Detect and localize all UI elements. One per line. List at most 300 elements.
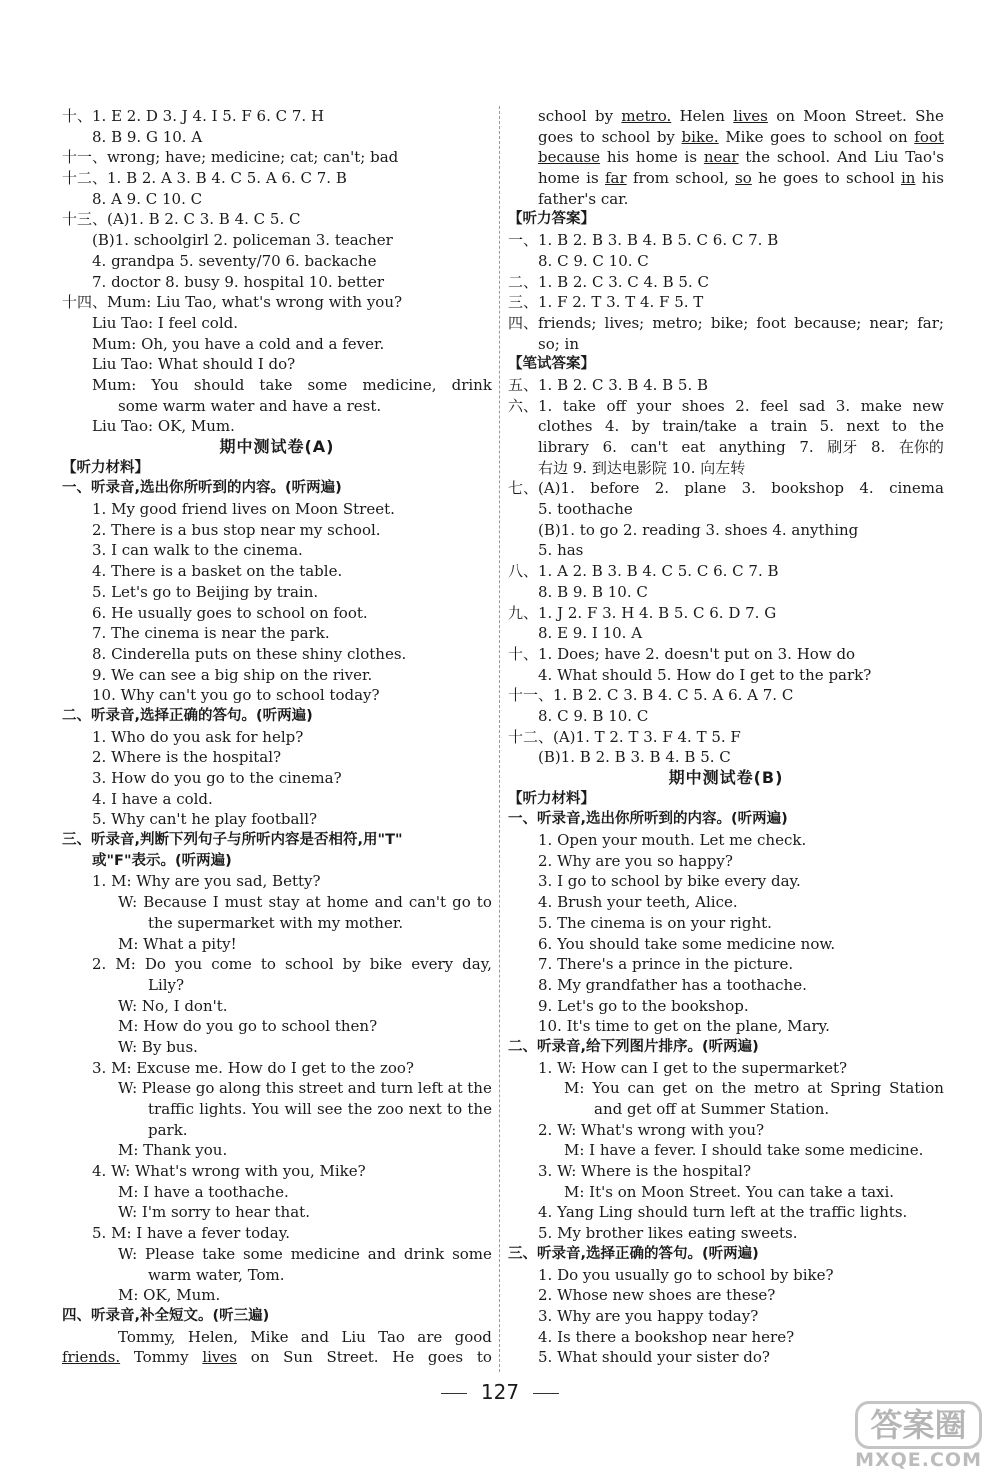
word: the — [745, 148, 770, 167]
word: near — [703, 148, 739, 167]
word: along — [218, 1079, 262, 1098]
word: make — [860, 396, 902, 415]
text-line — [62, 375, 492, 396]
section-heading: 或"F"表示。(听两遍) — [92, 852, 232, 869]
word: 4. — [604, 417, 620, 436]
word: a — [749, 417, 759, 436]
word: the — [347, 1100, 373, 1118]
text-line — [508, 313, 944, 334]
word: bike. — [681, 127, 719, 146]
word: his — [921, 169, 944, 188]
text-line: some warm water and have a rest. — [118, 396, 382, 415]
word: W: — [118, 1079, 138, 1098]
word: Do — [144, 955, 166, 974]
word: should — [193, 375, 245, 394]
word: go — [452, 893, 471, 912]
text-line — [508, 396, 944, 417]
word: school — [833, 127, 883, 146]
text-line — [508, 478, 944, 499]
word: friends. — [62, 1348, 121, 1367]
text-line: park. — [148, 1120, 188, 1139]
page-number-dash-left — [441, 1393, 467, 1394]
word: 6. — [602, 438, 617, 456]
text-line: 十二、(A)1. T 2. T 3. F 4. T 5. F — [508, 727, 741, 746]
word: Please — [145, 1244, 195, 1263]
word: You — [592, 1079, 620, 1098]
text-line — [508, 1078, 944, 1099]
text-line: 1. M: Why are you sad, Betty? — [92, 872, 321, 891]
word: foot — [914, 127, 944, 146]
word: this — [265, 1079, 294, 1098]
text-line: 右边 9. 到达电影院 10. 向左转 — [538, 458, 746, 477]
text-line: Mum: Oh, you have a cold and a fever. — [92, 334, 385, 353]
word: school — [284, 955, 334, 974]
word: lives — [733, 107, 768, 125]
word: he — [758, 169, 777, 188]
text-line — [62, 1244, 492, 1265]
text-line: 4. What should 5. How do I get to the park? — [538, 665, 872, 684]
text-line: 3. I go to school by bike every day. — [538, 872, 801, 891]
word: because; — [794, 313, 862, 332]
text-line: 5. M: I have a fever today. — [92, 1224, 290, 1243]
section-heading: 二、听录音,给下列图片排序。(听两遍) — [508, 1038, 759, 1055]
text-line: 8. My grandfather has a toothache. — [538, 975, 807, 994]
word: can't — [630, 438, 668, 456]
text-line: 2. Where is the hospital? — [92, 748, 282, 767]
word: and — [374, 893, 403, 912]
word: school — [846, 169, 895, 188]
text-line: W: I'm sorry to hear that. — [118, 1203, 310, 1222]
word: 七、(A)1. — [508, 479, 575, 498]
word: can — [627, 1079, 655, 1098]
word: medicine, — [362, 375, 437, 394]
text-line: 1. Open your mouth. Let me check. — [538, 831, 807, 850]
word: 四、friends; — [508, 313, 597, 332]
page-number-text: 127 — [480, 1380, 520, 1404]
watermark-url: MXQE.COM — [855, 1449, 982, 1471]
text-line: 4. Brush your teeth, Alice. — [538, 893, 738, 912]
word: 4. — [859, 479, 874, 498]
left-column — [62, 106, 492, 1368]
text-line: 8. B 9. G 10. A — [92, 127, 203, 146]
text-line: Liu Tao: What should I do? — [92, 355, 296, 374]
word: You — [251, 1100, 280, 1118]
word: on — [694, 1079, 714, 1098]
text-line — [62, 1327, 492, 1348]
text-line: and get off at Summer Station. — [594, 1100, 830, 1118]
word: on — [888, 127, 908, 146]
word: to — [476, 1348, 492, 1367]
text-line: 十一、1. B 2. C 3. B 4. C 5. A 6. A 7. C — [508, 686, 794, 705]
word: come — [211, 955, 252, 974]
text-line: 五、1. B 2. C 3. B 4. B 5. B — [508, 375, 709, 394]
word: plane — [684, 479, 727, 498]
word: on — [250, 1348, 270, 1367]
text-line: the supermarket with my mother. — [148, 913, 404, 932]
text-line: so; in — [538, 334, 580, 353]
text-line: 3. How do you go to the cinema? — [92, 769, 342, 787]
word: good — [454, 1327, 492, 1346]
word: M: — [564, 1079, 585, 1098]
page-number — [0, 1380, 1000, 1404]
text-line — [62, 1078, 492, 1099]
word: lives — [202, 1348, 238, 1367]
section-title: 期中测试卷(A) — [219, 437, 335, 456]
word: And — [837, 148, 868, 167]
column-divider — [499, 106, 500, 1372]
word: you — [174, 955, 203, 974]
text-line: 3. M: Excuse me. How do I get to the zoo? — [92, 1058, 414, 1077]
word: to — [891, 417, 907, 436]
word: to — [824, 169, 840, 188]
word: Helen — [679, 107, 725, 125]
section-heading: 三、听录音,选择正确的答句。(听两遍) — [508, 1245, 759, 1262]
word: from — [633, 169, 669, 188]
word: school. — [776, 148, 831, 167]
text-line: 5. Why can't he play football? — [92, 810, 318, 829]
word: home — [326, 893, 369, 912]
text-line: Liu Tao: I feel cold. — [92, 313, 238, 332]
text-line — [508, 168, 944, 189]
text-line: M: It's on Moon Street. You can take a taxi. — [564, 1182, 895, 1201]
word: Liu — [874, 148, 899, 167]
word: library — [538, 438, 589, 456]
word: metro. — [621, 107, 672, 125]
text-line: 三、1. F 2. T 3. T 4. F 5. T — [508, 293, 704, 312]
text-line: 3. I can walk to the cinema. — [92, 541, 303, 560]
text-line: 9. We can see a big ship on the river. — [92, 665, 373, 684]
word: Street. — [326, 1348, 379, 1367]
word: off — [606, 396, 627, 415]
text-line: W: By bus. — [118, 1037, 198, 1056]
text-line: 十、1. E 2. D 3. J 4. I 5. F 6. C 7. H — [62, 107, 325, 125]
word: get — [662, 1079, 687, 1098]
text-line: 8. B 9. B 10. C — [538, 582, 648, 601]
word: drink — [403, 1244, 445, 1263]
text-line: 4. Yang Ling should turn left at the traffic lights. — [538, 1203, 908, 1222]
word: W: — [118, 893, 138, 912]
text-line: 1. Who do you ask for help? — [92, 727, 304, 746]
text-line: 7. There's a prince in the picture. — [538, 955, 794, 974]
text-line: 8. C 9. C 10. C — [538, 251, 649, 270]
word: train/take — [662, 417, 737, 436]
word: see — [316, 1100, 343, 1118]
word: at — [807, 1079, 823, 1098]
text-line: 九、1. J 2. F 3. H 4. B 5. C 6. D 7. G — [508, 603, 777, 622]
section-heading: 【笔试答案】 — [508, 356, 595, 373]
word: must — [224, 893, 263, 912]
word: before — [590, 479, 640, 498]
word: Mum: — [92, 375, 137, 394]
word: Liu — [341, 1327, 366, 1346]
section-title: 期中测试卷(B) — [668, 768, 784, 787]
text-line: M: I have a toothache. — [118, 1182, 289, 1201]
text-line: 8. Cinderella puts on these shiny clothes. — [92, 644, 407, 663]
word: 刷牙 — [827, 438, 858, 456]
word: M: — [115, 955, 136, 974]
word: 2. — [735, 396, 750, 415]
word: near; — [869, 313, 910, 332]
page-number-dash-right — [533, 1393, 559, 1394]
word: eat — [681, 438, 706, 456]
text-line: 十三、(A)1. B 2. C 3. B 4. C 5. C — [62, 210, 301, 229]
word: the — [467, 1100, 492, 1118]
word: the — [721, 1079, 747, 1098]
word: next — [408, 1100, 442, 1118]
text-line: 4. Is there a bookshop near here? — [538, 1327, 795, 1346]
word: so — [735, 169, 752, 188]
word: Tommy — [133, 1348, 189, 1367]
word: will — [284, 1100, 312, 1118]
word: and — [347, 1079, 376, 1098]
word: take — [259, 375, 293, 394]
word: some — [242, 1244, 283, 1263]
word: school — [538, 107, 587, 125]
text-line — [508, 106, 944, 127]
word: 7. — [799, 438, 814, 456]
text-line: 8. A 9. C 10. C — [92, 189, 203, 208]
text-line: 5. has — [538, 541, 584, 560]
word: home — [538, 169, 580, 188]
text-line: 3. Why are you happy today? — [538, 1306, 759, 1325]
text-line: (B)1. to go 2. reading 3. shoes 4. anything — [538, 520, 859, 539]
text-line: M: I have a fever. I should take some medicine. — [564, 1141, 924, 1160]
word: metro; — [652, 313, 703, 332]
text-line: 十一、wrong; have; medicine; cat; can't; bad — [62, 148, 399, 167]
word: Street. — [854, 107, 907, 125]
word: Station — [889, 1079, 944, 1098]
text-line: M: What a pity! — [118, 934, 237, 953]
word: by — [656, 127, 675, 146]
word: train — [770, 417, 808, 436]
text-line: 4. I have a cold. — [92, 789, 213, 808]
text-line: 二、1. B 2. C 3. C 4. B 5. C — [508, 272, 709, 291]
text-line — [62, 892, 492, 913]
word: to — [447, 1100, 463, 1118]
section-heading: 【听力材料】 — [62, 459, 149, 476]
text-line — [508, 147, 944, 168]
word: by — [594, 107, 614, 125]
text-line: 3. W: Where is the hospital? — [538, 1162, 751, 1181]
word: medicine — [290, 1244, 360, 1263]
word: turn — [380, 1079, 414, 1098]
word: the — [919, 417, 944, 436]
section-heading: 一、听录音,选出你所听到的内容。(听两遍) — [62, 480, 342, 497]
word: can't — [408, 893, 447, 912]
text-line — [508, 127, 944, 148]
section-heading: 一、听录音,选出你所听到的内容。(听两遍) — [508, 811, 788, 828]
text-line — [62, 1099, 492, 1120]
word: She — [915, 107, 944, 125]
text-line: 6. He usually goes to school on foot. — [92, 603, 368, 622]
word: I — [212, 893, 219, 912]
text-line: 2. Why are you so happy? — [538, 851, 733, 870]
text-line: 4. grandpa 5. seventy/70 6. backache — [92, 251, 377, 270]
word: foot — [756, 313, 787, 332]
text-line: 1. W: How can I get to the supermarket? — [538, 1058, 848, 1077]
text-line: Liu Tao: OK, Mum. — [92, 417, 235, 436]
section-heading: 四、听录音,补全短文。(听三遍) — [62, 1307, 270, 1324]
word: sad — [798, 396, 826, 415]
text-line: 十、1. Does; have 2. doesn't put on 3. How do — [508, 644, 856, 663]
word: school — [601, 127, 651, 146]
word: Please — [141, 1079, 192, 1098]
text-line: 一、1. B 2. B 3. B 4. B 5. C 6. C 7. B — [508, 231, 779, 250]
word: to — [476, 893, 492, 912]
word: by — [631, 417, 650, 436]
word: goes — [427, 1348, 464, 1367]
word: the — [467, 1079, 492, 1098]
word: Helen, — [187, 1327, 238, 1346]
section-heading: 【听力答案】 — [508, 211, 595, 228]
section-heading: 二、听录音,选择正确的答句。(听两遍) — [62, 707, 313, 724]
text-line: Lily? — [148, 975, 185, 994]
word: your — [636, 396, 672, 415]
text-line: warm water, Tom. — [148, 1265, 285, 1284]
word: He — [392, 1348, 415, 1367]
word: his — [606, 148, 630, 167]
word: is — [586, 169, 599, 188]
word: traffic — [148, 1100, 194, 1118]
word: W: — [118, 1244, 138, 1263]
text-line — [508, 416, 944, 437]
text-line — [62, 1347, 492, 1368]
word: far; — [917, 313, 944, 332]
word: home — [635, 148, 678, 167]
word: to — [260, 955, 276, 974]
word: goes — [538, 127, 574, 146]
section-heading: 三、听录音,判断下列句子与所听内容是否相符,用"T" — [62, 832, 403, 849]
text-line: 8. C 9. B 10. C — [538, 706, 649, 725]
word: take — [562, 396, 596, 415]
word: clothes — [538, 417, 593, 436]
text-line: father's car. — [538, 189, 629, 208]
word: Spring — [830, 1079, 882, 1098]
word: cinema — [889, 479, 944, 498]
text-line — [62, 954, 492, 975]
text-line: 5. Let's go to Beijing by train. — [92, 582, 319, 601]
word: at — [305, 893, 321, 912]
text-line: 9. Let's go to the bookshop. — [538, 996, 749, 1015]
text-line: 5. toothache — [538, 500, 633, 519]
word: left — [417, 1079, 444, 1098]
word: next — [846, 417, 880, 436]
word: at — [447, 1079, 463, 1098]
word: go — [195, 1079, 215, 1098]
word: lights. — [199, 1100, 247, 1118]
word: on — [776, 107, 795, 125]
word: 5. — [819, 417, 834, 436]
word: Moon — [803, 107, 847, 125]
text-line: 1. Do you usually go to school by bike? — [538, 1265, 834, 1284]
right-column — [508, 106, 944, 1368]
watermark — [855, 1401, 982, 1471]
text-line: (B)1. schoolgirl 2. policeman 3. teacher — [92, 231, 393, 250]
word: in — [900, 169, 916, 188]
text-line: 4. W: What's wrong with you, Mike? — [92, 1162, 366, 1181]
word: lives; — [604, 313, 645, 332]
word: to — [811, 127, 828, 146]
word: Tao's — [905, 148, 944, 167]
word: 六、1. — [508, 396, 553, 415]
word: Sun — [283, 1348, 313, 1367]
word: You — [151, 375, 179, 394]
text-line: 8. E 9. I 10. A — [538, 624, 643, 643]
word: by — [342, 955, 361, 974]
word: goes — [783, 169, 819, 188]
text-line: 6. You should take some medicine now. — [538, 934, 836, 953]
text-line: 10. It's time to get on the plane, Mary. — [538, 1017, 830, 1036]
word: 在你的 — [898, 438, 944, 456]
word: 3. — [835, 396, 851, 415]
word: Mike — [250, 1327, 289, 1346]
text-line: 4. There is a basket on the table. — [92, 562, 343, 581]
text-line: 7. doctor 8. busy 9. hospital 10. better — [92, 272, 385, 291]
word: take — [202, 1244, 236, 1263]
word: goes — [770, 127, 806, 146]
text-line: 10. Why can't you go to school today? — [92, 686, 380, 705]
text-line: 1. My good friend lives on Moon Street. — [92, 500, 395, 519]
word: some — [307, 375, 348, 394]
word: some — [452, 1244, 492, 1263]
word: 8. — [870, 438, 886, 456]
watermark-logo: 答案圈 — [855, 1401, 982, 1449]
text-line: 5. The cinema is on your right. — [538, 913, 772, 932]
word: bike — [369, 955, 403, 974]
text-line — [508, 437, 944, 458]
word: anything — [718, 438, 786, 456]
word: day, — [462, 955, 492, 974]
text-line: 2. There is a bus stop near my school. — [92, 520, 381, 539]
text-line: 7. The cinema is near the park. — [92, 624, 330, 643]
word: because — [538, 148, 601, 167]
word: school, — [675, 169, 729, 188]
text-line: 八、1. A 2. B 3. B 4. C 5. C 6. C 7. B — [508, 562, 779, 581]
text-line: W: No, I don't. — [118, 996, 228, 1015]
word: 2. — [92, 955, 107, 974]
word: is — [684, 148, 698, 167]
text-line: M: Thank you. — [118, 1141, 228, 1160]
word: bike; — [710, 313, 749, 332]
word: Tao — [378, 1327, 405, 1346]
word: new — [912, 396, 944, 415]
word: every — [411, 955, 454, 974]
word: shoes — [681, 396, 725, 415]
text-line: 5. What should your sister do? — [538, 1348, 770, 1367]
text-line: 十二、1. B 2. A 3. B 4. C 5. A 6. C 7. B — [62, 169, 347, 188]
word: and — [300, 1327, 330, 1346]
text-line: M: How do you go to school then? — [118, 1017, 378, 1036]
text-line: 十四、Mum: Liu Tao, what's wrong with you? — [62, 293, 403, 312]
word: are — [417, 1327, 443, 1346]
word: metro — [753, 1079, 800, 1098]
text-line: M: OK, Mum. — [118, 1286, 221, 1305]
word: Tommy, — [118, 1327, 176, 1346]
word: stay — [268, 893, 300, 912]
word: zoo — [377, 1100, 404, 1118]
text-line: 5. My brother likes eating sweets. — [538, 1224, 798, 1243]
word: and — [367, 1244, 397, 1263]
text-line: (B)1. B 2. B 3. B 4. B 5. C — [538, 748, 731, 767]
word: Because — [143, 893, 207, 912]
word: to — [579, 127, 595, 146]
word: street — [298, 1079, 344, 1098]
word: 2. — [654, 479, 669, 498]
word: far — [604, 169, 627, 188]
text-line: 2. W: What's wrong with you? — [538, 1120, 765, 1139]
word: feel — [760, 396, 789, 415]
word: drink — [451, 375, 492, 394]
